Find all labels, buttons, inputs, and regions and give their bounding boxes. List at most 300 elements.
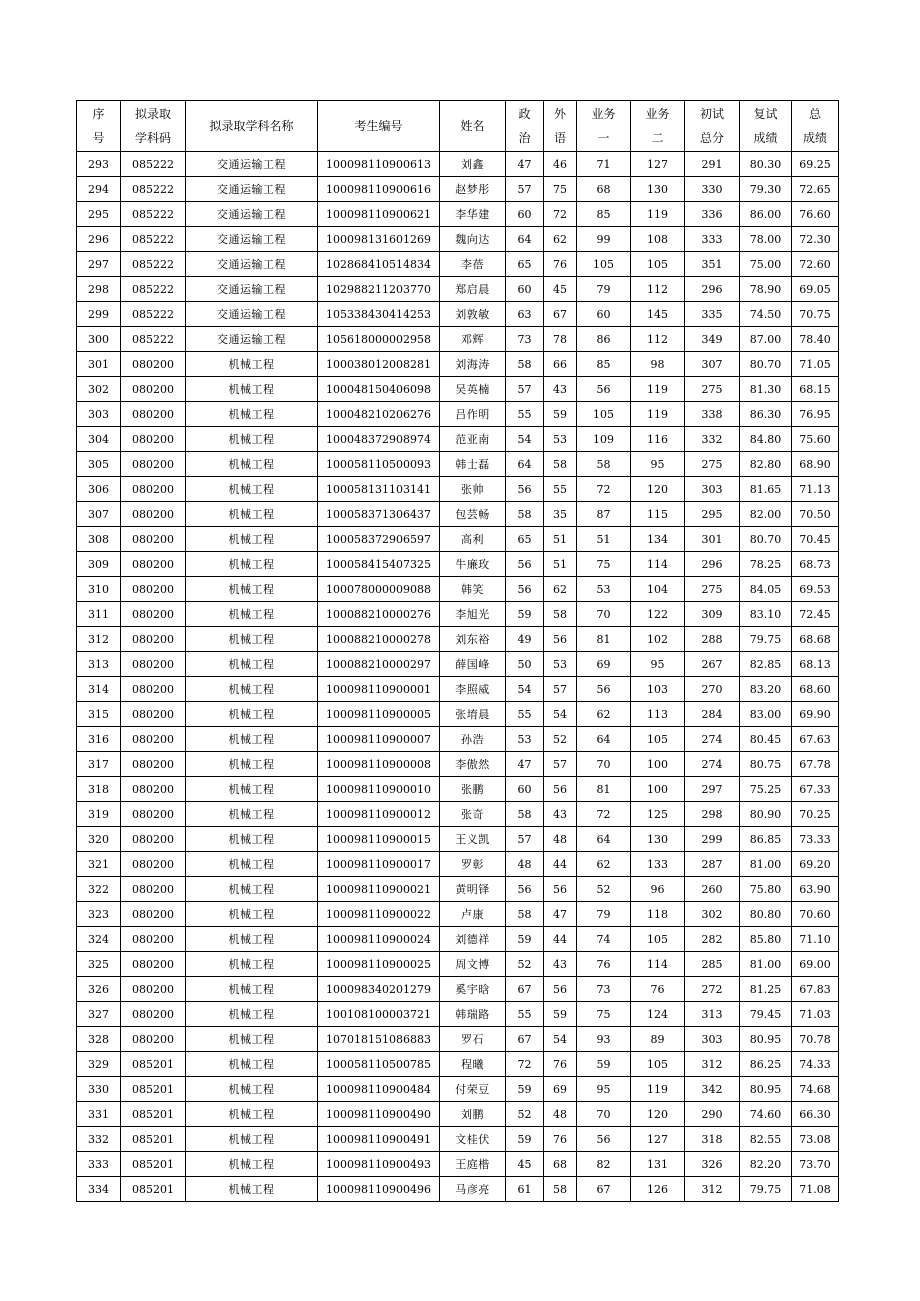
cell-foreign-language-score: 48 [544,827,577,852]
cell-retest-score: 83.20 [740,677,792,702]
cell-subject1-score: 81 [577,627,631,652]
cell-subject-code: 080200 [121,477,186,502]
cell-candidate-id: 100098110900493 [318,1152,440,1177]
cell-candidate-id: 100098110900613 [318,152,440,177]
table-row [77,777,839,802]
cell-subject1-score: 93 [577,1027,631,1052]
cell-name: 王义凯 [440,827,506,852]
cell-name: 吕作明 [440,402,506,427]
cell-serial-number: 295 [77,202,121,227]
cell-politics-score: 59 [506,927,544,952]
header-name [440,101,506,152]
cell-candidate-id: 100088210000278 [318,627,440,652]
cell-candidate-id: 100098110900001 [318,677,440,702]
cell-total-score: 68.60 [792,677,839,702]
cell-subject2-score: 119 [631,202,685,227]
cell-subject1-score: 82 [577,1152,631,1177]
table-row [77,827,839,852]
cell-subject1-score: 64 [577,727,631,752]
cell-preliminary-total: 333 [685,227,740,252]
cell-subject-name: 交通运输工程 [186,302,318,327]
cell-name: 魏向达 [440,227,506,252]
admission-table-container [76,100,838,1202]
cell-serial-number: 321 [77,852,121,877]
cell-name: 孙浩 [440,727,506,752]
cell-foreign-language-score: 45 [544,277,577,302]
cell-serial-number: 299 [77,302,121,327]
cell-candidate-id: 100098110900022 [318,902,440,927]
cell-name: 李傲然 [440,752,506,777]
cell-politics-score: 58 [506,352,544,377]
cell-serial-number: 326 [77,977,121,1002]
cell-foreign-language-score: 76 [544,1127,577,1152]
cell-subject2-score: 127 [631,152,685,177]
cell-serial-number: 293 [77,152,121,177]
cell-subject-code: 080200 [121,402,186,427]
cell-foreign-language-score: 48 [544,1102,577,1127]
header-serial-number [77,101,121,152]
cell-subject1-score: 75 [577,1002,631,1027]
cell-candidate-id: 100098110900012 [318,802,440,827]
cell-total-score: 68.73 [792,552,839,577]
cell-subject-name: 交通运输工程 [186,152,318,177]
cell-politics-score: 53 [506,727,544,752]
cell-subject-name: 机械工程 [186,827,318,852]
cell-politics-score: 59 [506,602,544,627]
cell-subject-code: 080200 [121,952,186,977]
cell-retest-score: 81.00 [740,952,792,977]
cell-total-score: 75.60 [792,427,839,452]
cell-subject-name: 机械工程 [186,552,318,577]
cell-candidate-id: 100098131601269 [318,227,440,252]
table-row [77,377,839,402]
cell-foreign-language-score: 43 [544,802,577,827]
cell-subject-code: 080200 [121,352,186,377]
cell-retest-score: 85.80 [740,927,792,952]
cell-serial-number: 297 [77,252,121,277]
cell-politics-score: 67 [506,977,544,1002]
cell-subject-name: 交通运输工程 [186,227,318,252]
cell-subject-code: 080200 [121,677,186,702]
cell-subject2-score: 108 [631,227,685,252]
cell-politics-score: 45 [506,1152,544,1177]
cell-foreign-language-score: 78 [544,327,577,352]
header-preliminary-total-line: 初试 [699,107,724,121]
cell-total-score: 73.08 [792,1127,839,1152]
cell-preliminary-total: 318 [685,1127,740,1152]
cell-subject-code: 080200 [121,727,186,752]
cell-retest-score: 80.75 [740,752,792,777]
cell-politics-score: 56 [506,577,544,602]
cell-subject2-score: 105 [631,727,685,752]
cell-total-score: 71.13 [792,477,839,502]
cell-preliminary-total: 284 [685,702,740,727]
cell-subject-code: 085201 [121,1102,186,1127]
cell-preliminary-total: 270 [685,677,740,702]
cell-subject2-score: 76 [631,977,685,1002]
table-row [77,1052,839,1077]
cell-subject2-score: 145 [631,302,685,327]
cell-subject-name: 机械工程 [186,852,318,877]
cell-retest-score: 81.00 [740,852,792,877]
table-row [77,577,839,602]
cell-preliminary-total: 303 [685,1027,740,1052]
table-row [77,352,839,377]
cell-subject2-score: 100 [631,752,685,777]
cell-politics-score: 54 [506,427,544,452]
cell-subject-code: 080200 [121,652,186,677]
cell-total-score: 69.20 [792,852,839,877]
table-row [77,1152,839,1177]
cell-subject-code: 080200 [121,502,186,527]
cell-name: 李旭光 [440,602,506,627]
cell-subject2-score: 119 [631,402,685,427]
cell-name: 程曦 [440,1052,506,1077]
cell-foreign-language-score: 56 [544,877,577,902]
table-row [77,252,839,277]
header-subject2-score-line: 业务 [645,107,670,121]
cell-preliminary-total: 295 [685,502,740,527]
table-row [77,477,839,502]
cell-subject2-score: 119 [631,377,685,402]
table-row [77,877,839,902]
header-subject-code [121,101,186,152]
cell-subject2-score: 133 [631,852,685,877]
cell-subject-code: 080200 [121,752,186,777]
cell-subject-code: 085222 [121,252,186,277]
cell-subject2-score: 119 [631,1077,685,1102]
header-subject1-score-line: 业务 [591,107,616,121]
cell-total-score: 69.05 [792,277,839,302]
cell-politics-score: 73 [506,327,544,352]
cell-serial-number: 294 [77,177,121,202]
cell-retest-score: 78.90 [740,277,792,302]
cell-preliminary-total: 299 [685,827,740,852]
cell-retest-score: 82.85 [740,652,792,677]
cell-total-score: 70.25 [792,802,839,827]
cell-subject1-score: 85 [577,352,631,377]
table-row [77,1102,839,1127]
cell-retest-score: 82.00 [740,502,792,527]
cell-total-score: 67.78 [792,752,839,777]
cell-politics-score: 50 [506,652,544,677]
cell-total-score: 73.33 [792,827,839,852]
cell-politics-score: 72 [506,1052,544,1077]
table-row [77,702,839,727]
cell-preliminary-total: 338 [685,402,740,427]
cell-subject2-score: 112 [631,277,685,302]
cell-candidate-id: 100098110900484 [318,1077,440,1102]
cell-preliminary-total: 307 [685,352,740,377]
cell-candidate-id: 100098110900021 [318,877,440,902]
table-row [77,952,839,977]
cell-subject1-score: 56 [577,677,631,702]
cell-subject1-score: 69 [577,652,631,677]
cell-subject-name: 交通运输工程 [186,252,318,277]
cell-name: 韩士磊 [440,452,506,477]
cell-subject1-score: 76 [577,952,631,977]
cell-subject1-score: 70 [577,752,631,777]
cell-foreign-language-score: 58 [544,1177,577,1202]
cell-subject1-score: 86 [577,327,631,352]
cell-retest-score: 79.30 [740,177,792,202]
cell-subject1-score: 73 [577,977,631,1002]
cell-candidate-id: 100058110500785 [318,1052,440,1077]
cell-foreign-language-score: 56 [544,777,577,802]
cell-subject-code: 080200 [121,527,186,552]
cell-subject1-score: 70 [577,1102,631,1127]
header-foreign-language-score-line: 语 [553,131,566,145]
cell-serial-number: 332 [77,1127,121,1152]
cell-subject-name: 机械工程 [186,1127,318,1152]
cell-name: 张帅 [440,477,506,502]
cell-preliminary-total: 272 [685,977,740,1002]
cell-name: 刘德祥 [440,927,506,952]
cell-subject1-score: 79 [577,902,631,927]
cell-serial-number: 314 [77,677,121,702]
cell-name: 刘鑫 [440,152,506,177]
cell-foreign-language-score: 59 [544,1002,577,1027]
cell-serial-number: 319 [77,802,121,827]
cell-subject-name: 交通运输工程 [186,177,318,202]
cell-foreign-language-score: 58 [544,602,577,627]
cell-serial-number: 309 [77,552,121,577]
cell-retest-score: 81.25 [740,977,792,1002]
cell-subject1-score: 60 [577,302,631,327]
cell-foreign-language-score: 55 [544,477,577,502]
cell-serial-number: 334 [77,1177,121,1202]
admission-table [76,100,839,1202]
cell-retest-score: 75.80 [740,877,792,902]
header-politics-score-line: 政 [518,107,531,121]
cell-subject1-score: 71 [577,152,631,177]
cell-total-score: 72.30 [792,227,839,252]
cell-subject-code: 080200 [121,377,186,402]
cell-total-score: 69.90 [792,702,839,727]
header-candidate-id-line: 考生编号 [354,119,403,133]
header-subject2-score-line: 二 [651,131,664,145]
cell-preliminary-total: 297 [685,777,740,802]
cell-candidate-id: 100098110900616 [318,177,440,202]
cell-subject2-score: 127 [631,1127,685,1152]
cell-serial-number: 329 [77,1052,121,1077]
cell-serial-number: 300 [77,327,121,352]
cell-candidate-id: 100058110500093 [318,452,440,477]
cell-name: 马彦亮 [440,1177,506,1202]
table-row [77,452,839,477]
cell-subject2-score: 95 [631,652,685,677]
cell-total-score: 70.75 [792,302,839,327]
table-row [77,627,839,652]
cell-candidate-id: 100098110900025 [318,952,440,977]
cell-politics-score: 58 [506,802,544,827]
table-row [77,677,839,702]
cell-politics-score: 57 [506,377,544,402]
cell-name: 周文博 [440,952,506,977]
cell-retest-score: 86.30 [740,402,792,427]
cell-serial-number: 298 [77,277,121,302]
cell-candidate-id: 105338430414253 [318,302,440,327]
cell-subject1-score: 74 [577,927,631,952]
table-row [77,277,839,302]
header-subject-name-line: 拟录取学科名称 [209,119,294,133]
cell-retest-score: 80.70 [740,352,792,377]
cell-politics-score: 65 [506,527,544,552]
cell-preliminary-total: 309 [685,602,740,627]
table-row [77,177,839,202]
cell-serial-number: 307 [77,502,121,527]
cell-politics-score: 63 [506,302,544,327]
cell-subject-code: 085222 [121,227,186,252]
cell-candidate-id: 100048150406098 [318,377,440,402]
header-foreign-language-score-line: 外 [553,107,566,121]
cell-politics-score: 47 [506,152,544,177]
cell-subject-code: 085222 [121,302,186,327]
header-retest-score-line: 成绩 [753,131,778,145]
cell-serial-number: 302 [77,377,121,402]
cell-subject-name: 机械工程 [186,1027,318,1052]
cell-subject1-score: 68 [577,177,631,202]
cell-name: 罗彰 [440,852,506,877]
cell-subject1-score: 62 [577,702,631,727]
cell-subject-code: 085222 [121,152,186,177]
table-row [77,1127,839,1152]
cell-subject-code: 080200 [121,977,186,1002]
cell-name: 黄明铎 [440,877,506,902]
cell-foreign-language-score: 59 [544,402,577,427]
cell-subject-code: 080200 [121,927,186,952]
cell-subject1-score: 70 [577,602,631,627]
cell-subject2-score: 130 [631,177,685,202]
cell-foreign-language-score: 43 [544,952,577,977]
cell-total-score: 70.45 [792,527,839,552]
cell-preliminary-total: 282 [685,927,740,952]
cell-subject2-score: 102 [631,627,685,652]
cell-foreign-language-score: 66 [544,352,577,377]
cell-subject1-score: 56 [577,377,631,402]
cell-subject1-score: 72 [577,477,631,502]
cell-serial-number: 333 [77,1152,121,1177]
cell-retest-score: 86.00 [740,202,792,227]
cell-serial-number: 331 [77,1102,121,1127]
cell-preliminary-total: 351 [685,252,740,277]
cell-candidate-id: 100098340201279 [318,977,440,1002]
table-row [77,652,839,677]
cell-foreign-language-score: 53 [544,652,577,677]
cell-subject-code: 080200 [121,702,186,727]
header-total-score-line: 总 [808,107,821,121]
cell-name: 刘鹏 [440,1102,506,1127]
cell-subject2-score: 96 [631,877,685,902]
table-row [77,527,839,552]
cell-retest-score: 79.75 [740,1177,792,1202]
cell-foreign-language-score: 72 [544,202,577,227]
cell-subject1-score: 75 [577,552,631,577]
cell-preliminary-total: 285 [685,952,740,977]
cell-foreign-language-score: 52 [544,727,577,752]
cell-politics-score: 55 [506,402,544,427]
table-row [77,752,839,777]
cell-serial-number: 322 [77,877,121,902]
cell-politics-score: 60 [506,277,544,302]
table-row [77,927,839,952]
cell-foreign-language-score: 68 [544,1152,577,1177]
cell-subject1-score: 87 [577,502,631,527]
cell-subject-name: 机械工程 [186,1002,318,1027]
cell-subject-name: 机械工程 [186,1177,318,1202]
cell-retest-score: 79.45 [740,1002,792,1027]
cell-subject-name: 机械工程 [186,452,318,477]
cell-serial-number: 306 [77,477,121,502]
cell-name: 张鹏 [440,777,506,802]
cell-total-score: 69.53 [792,577,839,602]
cell-foreign-language-score: 53 [544,427,577,452]
cell-subject-name: 机械工程 [186,952,318,977]
cell-subject-name: 机械工程 [186,352,318,377]
cell-preliminary-total: 275 [685,577,740,602]
cell-candidate-id: 100048210206276 [318,402,440,427]
cell-politics-score: 52 [506,952,544,977]
cell-subject-code: 080200 [121,627,186,652]
header-name-line: 姓名 [460,119,485,133]
cell-candidate-id: 100048372908974 [318,427,440,452]
cell-total-score: 71.05 [792,352,839,377]
cell-subject-name: 机械工程 [186,727,318,752]
cell-subject-code: 080200 [121,452,186,477]
cell-total-score: 68.15 [792,377,839,402]
cell-subject-name: 机械工程 [186,1152,318,1177]
cell-total-score: 72.60 [792,252,839,277]
table-row [77,327,839,352]
cell-politics-score: 57 [506,177,544,202]
cell-foreign-language-score: 57 [544,677,577,702]
cell-total-score: 71.08 [792,1177,839,1202]
cell-name: 付荣豆 [440,1077,506,1102]
cell-retest-score: 79.75 [740,627,792,652]
cell-foreign-language-score: 51 [544,527,577,552]
cell-subject-name: 机械工程 [186,752,318,777]
cell-candidate-id: 100038012008281 [318,352,440,377]
cell-candidate-id: 100098110900015 [318,827,440,852]
cell-retest-score: 78.00 [740,227,792,252]
cell-name: 韩瑞路 [440,1002,506,1027]
cell-name: 刘海涛 [440,352,506,377]
cell-total-score: 70.60 [792,902,839,927]
header-subject-code-line: 学科码 [134,131,171,145]
table-row [77,1077,839,1102]
cell-subject1-score: 85 [577,202,631,227]
cell-serial-number: 304 [77,427,121,452]
cell-name: 吴英楠 [440,377,506,402]
cell-politics-score: 60 [506,777,544,802]
cell-subject2-score: 105 [631,252,685,277]
cell-politics-score: 65 [506,252,544,277]
cell-foreign-language-score: 44 [544,852,577,877]
cell-subject-code: 085222 [121,277,186,302]
cell-politics-score: 56 [506,552,544,577]
cell-subject1-score: 51 [577,527,631,552]
cell-retest-score: 80.30 [740,152,792,177]
cell-politics-score: 61 [506,1177,544,1202]
cell-subject-code: 080200 [121,877,186,902]
cell-candidate-id: 100098110900008 [318,752,440,777]
cell-subject-code: 085201 [121,1177,186,1202]
cell-foreign-language-score: 62 [544,227,577,252]
cell-name: 赵梦彤 [440,177,506,202]
cell-candidate-id: 100058131103141 [318,477,440,502]
cell-foreign-language-score: 54 [544,1027,577,1052]
cell-total-score: 72.65 [792,177,839,202]
